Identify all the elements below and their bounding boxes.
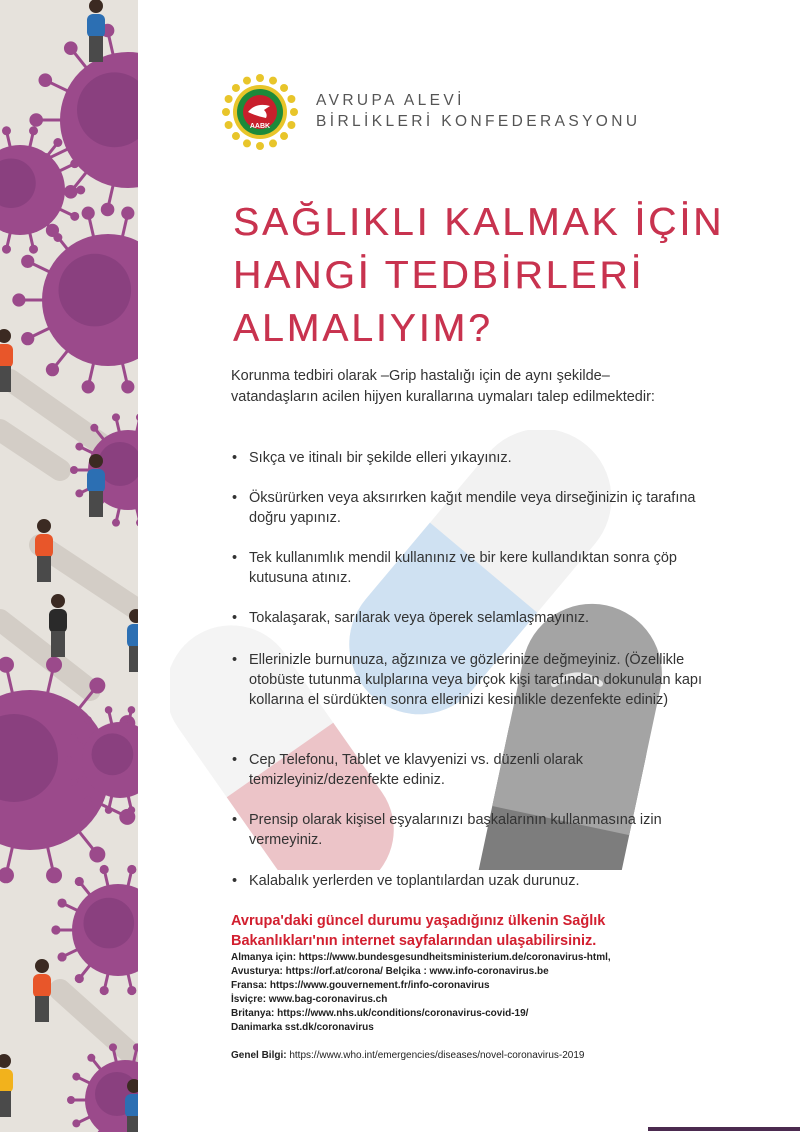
bullet-dot: • bbox=[232, 752, 238, 768]
bullet-item bbox=[232, 448, 702, 468]
bullet-item bbox=[232, 548, 702, 588]
bullet-text: Sıkça ve itinalı bir şekilde elleri yıkayınız. bbox=[249, 450, 512, 466]
bullet-text: Kalabalık yerlerden ve toplantılardan uzak durunuz. bbox=[249, 873, 580, 889]
bullet-dot: • bbox=[232, 652, 238, 668]
title-line-3: ALMALIYIM? bbox=[233, 307, 493, 350]
country-links-list bbox=[231, 951, 701, 1035]
aabk-logo bbox=[218, 72, 302, 152]
organization-name-line2: BİRLİKLERİ KONFEDERASYONU bbox=[316, 113, 641, 130]
country-link[interactable]: İsviçre: www.bag-coronavirus.ch bbox=[231, 994, 388, 1005]
bullet-dot: • bbox=[232, 610, 238, 626]
country-link[interactable]: Britanya: https://www.nhs.uk/conditions/coronavirus-covid-19/ bbox=[231, 1008, 529, 1019]
bullet-text: Prensip olarak kişisel eşyalarınızı başkalarının kullanmasına izin vermeyiniz. bbox=[249, 812, 662, 848]
notice-text: Avrupa'daki güncel durumu yaşadığınız ülkenin Sağlık Bakanlıkları'nın internet sayfalarından ulaşabilirsiniz. bbox=[231, 913, 606, 949]
virus-icon bbox=[51, 865, 138, 995]
person-icon bbox=[87, 0, 105, 62]
bullet-dot: • bbox=[232, 873, 238, 889]
bullet-item bbox=[232, 488, 702, 528]
organization-name-line1: AVRUPA ALEVİ bbox=[316, 92, 465, 109]
bullet-item bbox=[232, 871, 702, 891]
bullet-item bbox=[232, 650, 702, 710]
general-info-link[interactable]: https://www.who.int/emergencies/diseases/novel-coronavirus-2019 bbox=[286, 1050, 585, 1061]
person-icon bbox=[35, 519, 53, 582]
country-link[interactable]: Almanya için: https://www.bundesgesundheitsministerium.de/coronavirus-html, bbox=[231, 952, 611, 963]
decorative-illustration-strip bbox=[0, 0, 138, 1132]
general-info-label: Genel Bilgi: bbox=[231, 1050, 287, 1061]
bullet-text: Tokalaşarak, sarılarak veya öperek selamlaşmayınız. bbox=[249, 610, 590, 626]
title-line-1: SAĞLIKLI KALMAK İÇİN bbox=[233, 201, 725, 244]
general-info bbox=[231, 1050, 585, 1061]
bottom-accent-bar bbox=[648, 1127, 800, 1131]
virus-and-people-illustration bbox=[0, 0, 138, 1132]
person-icon bbox=[0, 1054, 13, 1117]
bullet-dot: • bbox=[232, 550, 238, 566]
country-link[interactable]: Fransa: https://www.gouvernement.fr/info-coronavirus bbox=[231, 980, 490, 991]
person-icon bbox=[33, 959, 51, 1022]
page-title bbox=[233, 196, 793, 355]
bullet-text: Cep Telefonu, Tablet ve klavyenizi vs. düzenli olarak temizleyiniz/dezenfekte ediniz. bbox=[249, 752, 583, 788]
bullet-text: Tek kullanımlık mendil kullanınız ve bir kere kullandıktan sonra çöp kutusuna atınız. bbox=[249, 550, 677, 586]
bullet-dot: • bbox=[232, 490, 238, 506]
country-link[interactable]: Avusturya: https://orf.at/corona/ Belçika : www.info-coronavirus.be bbox=[231, 966, 549, 977]
bullet-dot: • bbox=[232, 450, 238, 466]
bullet-text: Öksürürken veya aksırırken kağıt mendile veya dirseğinizin iç tarafına doğru yapınız. bbox=[249, 490, 696, 526]
person-icon bbox=[127, 609, 138, 672]
country-link[interactable]: Danimarka sst.dk/coronavirus bbox=[231, 1022, 374, 1033]
logo-text: AABK bbox=[249, 123, 271, 130]
bullet-item bbox=[232, 810, 702, 850]
title-line-2: HANGİ TEDBİRLERİ bbox=[233, 254, 645, 297]
person-icon bbox=[49, 594, 67, 657]
bullet-item bbox=[232, 750, 702, 790]
bullet-item bbox=[232, 608, 702, 628]
intro-paragraph: Korunma tedbiri olarak –Grip hastalığı için de aynı şekilde– vatandaşların acilen hijyen kurallarına uymaları talep edilmektedir: bbox=[231, 368, 655, 405]
bullet-dot: • bbox=[232, 812, 238, 828]
bullet-text: Ellerinizle burnunuza, ağzınıza ve gözlerinize değmeyiniz. (Özellikle otobüste tutunma kulplarına veya birçok kişi tarafından dokunulan kapı kollarına el sürdükten sonra ellerinizi kesinlikle dezenfekte ediniz) bbox=[249, 652, 702, 708]
person-icon bbox=[87, 454, 105, 517]
